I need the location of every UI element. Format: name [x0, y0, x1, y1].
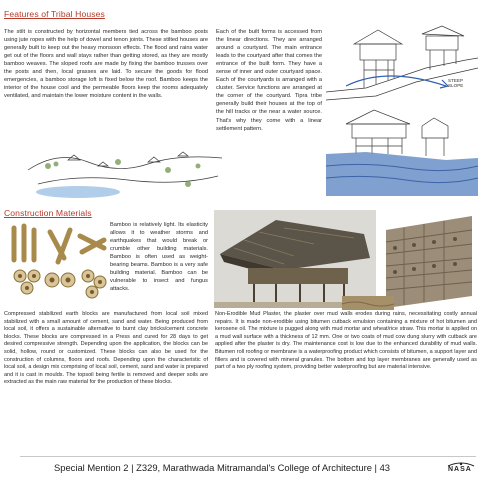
paragraph-mud-plaster: Non-Erodible Mud Plaster, the plaster over mud walls erodes during rains, necessitating costly annual repairs. It is made non-erodible using bitumen cutback emulsion containing a mixture of hot bitumen and kerosene oil. The mixture is pugged along with mud mortar and wheat/rice straw. This mortar is applied on a mud wall surface with a thickness of 12 mm. One or two coats of mud cow dung slurry with cutback are applied after the plaster is dry. The maintenance cost is low due to the enhanced durability of mud walls. Bitumen roll roofing or membrane is a waterproofing product which consists of bitumen, a support layer and fillers and is covered with mineral granules. The bottom and top layer membranes are generally used as part of a two ply roofing system, providing better waterproofing but are material intensive. — [215, 311, 477, 371]
paragraph-stilt-construction: The stilt is constructed by horizontal members tied across the bamboo posts using jute ropes with the help of dowel and tenon joints. These stilted houses are generally built to keep out the heavy monsoon effects. The flood and rains water get out of the floors and wall stays rather than getting stored, as they are mostly bamboo weaves. The sloped roofs are made by fixing the bamboo trusses over the posts and then, local grasses are laid. To secure the goods for flood emergencies, a bamboo storage loft is fixed below the roof. Bamboo keeps the interior of the house cool and the permeable floors keep the rooms adequately ventilated, and maintain the lower moisture content in the walls. — [4, 29, 208, 100]
footer-rule — [20, 456, 476, 457]
nasa-logo-text: NASA — [448, 466, 472, 473]
heading-features-of-tribal-houses: Features of Tribal Houses — [4, 9, 105, 19]
earth-block-wall-photo — [380, 212, 478, 310]
bamboo-photos — [6, 222, 108, 302]
sketch-label-steep-slope: STEEP SLOPE — [448, 78, 464, 88]
settlement-landscape-sketch — [28, 140, 222, 202]
footer-text: Special Mention 2 | Z329, Marathwada Mitramandal's College of Architecture | 43 — [54, 462, 390, 473]
nasa-logo — [446, 461, 476, 475]
stilt-hut-photo — [214, 210, 376, 308]
paragraph-settlement-pattern: Each of the built forms is accessed from the linear directions. They are arranged around a courtyard. The main entrance leads to the courtyard after that comes the entrance of the built form. They have a sense of inner and outer courtyard space. Each of the courtyards is arranged with a cluster. Service functions are arranged at the corner of the courtyard. Tipra tribe generally build their houses at the top of the hill tracks or the near a water source. That's why they come with a linear settlement pattern. — [216, 29, 322, 132]
mud-plaster-photo — [342, 296, 394, 310]
paragraph-bamboo: Bamboo is relatively light. Its elasticity allows it to weather storms and earthquakes that would break or crumble other building materials. Bamboo is often used as weight-bearing beams. Bamboo is a very safe building material. Bamboo can be vulnerable to insect and fungus attacks. — [110, 222, 208, 293]
stilt-house-sketch — [326, 26, 478, 196]
heading-construction-materials: Construction Materials — [4, 208, 92, 218]
paragraph-earth-blocks: Compressed stabilized earth blocks are manufactured from local soil mixed stabilized with a small amount of cement, sand and water. Being produced from local soil, it offers a sustainable alternative to burnt clay bricks/cement concrete blocks. These blocks are compressed in a Press and cured for 28 days to get desired compressive strength. Depending upon the application, the blocks can be solid, hollow, round or customized. These blocks can also be used for the construction of columns, floors and roofs. Depending upon the characteristic of local soil, a design mix comprising of local soil, cement, sand and water is prepared and it is cast in moulds. The topsoil being fertile is removed and deeper soils are extracted as the main raw material for the production of these blocks. — [4, 311, 208, 386]
